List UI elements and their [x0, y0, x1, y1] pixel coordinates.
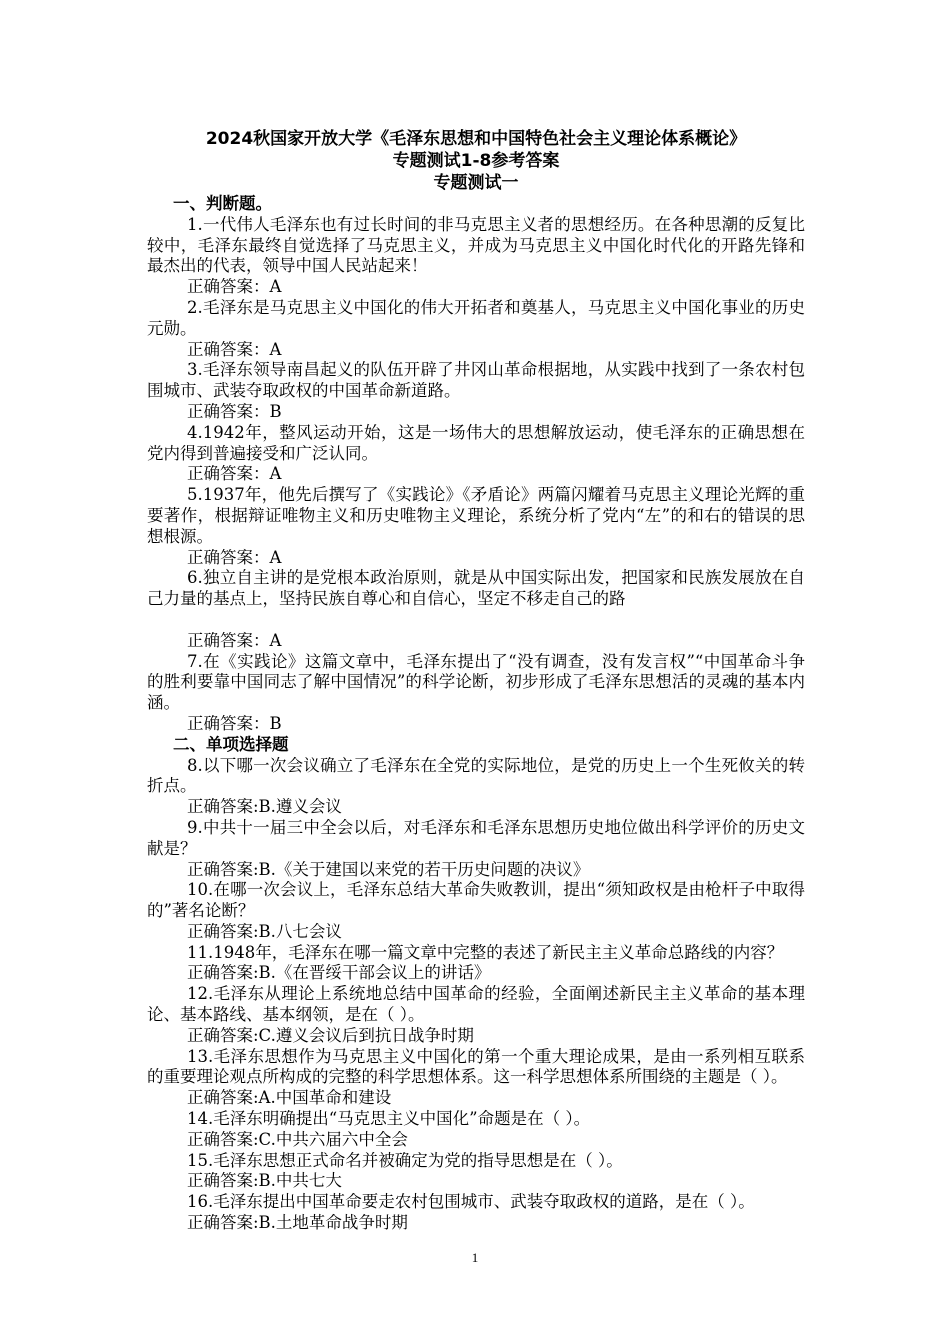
section-heading-judgment: 一、判断题。: [173, 194, 272, 213]
answer-7: 正确答案：B: [187, 713, 282, 733]
answer-1: 正确答案：A: [187, 277, 282, 297]
question-16: 16.毛泽东提出中国革命要走农村包围城市、武装夺取政权的道路，是在（ ）。: [187, 1192, 755, 1212]
answer-8: 正确答案:B.遵义会议: [187, 797, 342, 817]
answer-2: 正确答案：A: [187, 339, 282, 359]
document-body: [147, 128, 805, 1234]
question-6: 6.独立自主讲的是党根本政治原则，就是从中国实际出发，把国家和民族发展放在自己力量的基点上，坚持民族自尊心和自信心，坚定不移走自己的路: [147, 568, 805, 609]
document-title-line2: 专题测试1-8参考答案: [392, 151, 560, 171]
question-2: 2.毛泽东是马克思主义中国化的伟大开拓者和奠基人，马克思主义中国化事业的历史元勋。: [147, 297, 805, 338]
question-4: 4.1942年，整风运动开始，这是一场伟大的思想解放运动，使毛泽东的正确思想在党内得到普遍接受和广泛认同。: [147, 422, 805, 463]
document-title-line1: 2024秋国家开放大学《毛泽东思想和中国特色社会主义理论体系概论》: [205, 129, 747, 149]
question-15: 15.毛泽东思想正式命名并被确定为党的指导思想是在（ ）。: [187, 1150, 623, 1170]
answer-10: 正确答案:B.八七会议: [187, 921, 342, 941]
answer-9: 正确答案:B.《关于建国以来党的若干历史问题的决议》: [187, 859, 590, 879]
question-14: 14.毛泽东明确提出“马克思主义中国化”命题是在（ ）。: [187, 1109, 591, 1129]
question-8: 8.以下哪一次会议确立了毛泽东在全党的实际地位，是党的历史上一个生死攸关的转折点。: [147, 755, 805, 796]
answer-3: 正确答案：B: [187, 401, 282, 421]
answer-5: 正确答案：A: [187, 547, 282, 567]
page-number: 1: [471, 1250, 479, 1265]
question-10: 10.在哪一次会议上，毛泽东总结大革命失败教训，提出“须知政权是由枪杆子中取得的”著名论断？: [147, 880, 805, 921]
answer-4: 正确答案：A: [187, 464, 282, 484]
document-title-line3: 专题测试一: [433, 173, 519, 193]
question-1: 1.一代伟人毛泽东也有过长时间的非马克思主义者的思想经历。在各种思潮的反复比较中，毛泽东最终自觉选择了马克思主义，并成为马克思主义中国化时代化的开路先锋和最杰出的代表，领导中国人民站起来！: [147, 214, 805, 276]
answer-11: 正确答案:B.《在晋绥干部会议上的讲话》: [187, 963, 491, 983]
question-11: 11.1948年，毛泽东在哪一篇文章中完整的表述了新民主主义革命总路线的内容？: [187, 942, 784, 962]
answer-13: 正确答案:A.中国革命和建设: [187, 1088, 392, 1108]
section-heading-single-choice: 二、单项选择题: [173, 734, 289, 754]
question-3: 3.毛泽东领导南昌起义的队伍开辟了井冈山革命根据地，从实践中找到了一条农村包围城市、武装夺取政权的中国革命新道路。: [147, 360, 805, 401]
question-12: 12.毛泽东从理论上系统地总结中国革命的经验，全面阐述新民主主义革命的基本理论、基本路线、基本纲领，是在（ ）。: [147, 984, 805, 1025]
answer-12: 正确答案:C.遵义会议后到抗日战争时期: [187, 1025, 474, 1045]
answer-6: 正确答案：A: [187, 630, 282, 650]
question-13: 13.毛泽东思想作为马克思主义中国化的第一个重大理论成果，是由一系列相互联系的重要理论观点所构成的完整的科学思想体系。这一科学思想体系所围绕的主题是（ ）。: [147, 1046, 805, 1087]
answer-14: 正确答案:C.中共六届六中全会: [187, 1129, 408, 1149]
blank-line: [147, 610, 805, 631]
answer-15: 正确答案:B.中共七大: [187, 1171, 342, 1191]
answer-16: 正确答案:B.土地革命战争时期: [187, 1213, 408, 1233]
question-7: 7.在《实践论》这篇文章中，毛泽东提出了“没有调查，没有发言权”“中国革命斗争的胜利要靠中国同志了解中国情况”的科学论断，初步形成了毛泽东思想活的灵魂的基本内涵。: [147, 651, 805, 713]
question-9: 9.中共十一届三中全会以后，对毛泽东和毛泽东思想历史地位做出科学评价的历史文献是？: [147, 817, 805, 858]
question-5: 5.1937年，他先后撰写了《实践论》《矛盾论》两篇闪耀着马克思主义理论光辉的重要著作，根据辩证唯物主义和历史唯物主义理论，系统分析了党内“左”的和右的错误的思想根源。: [147, 485, 805, 546]
